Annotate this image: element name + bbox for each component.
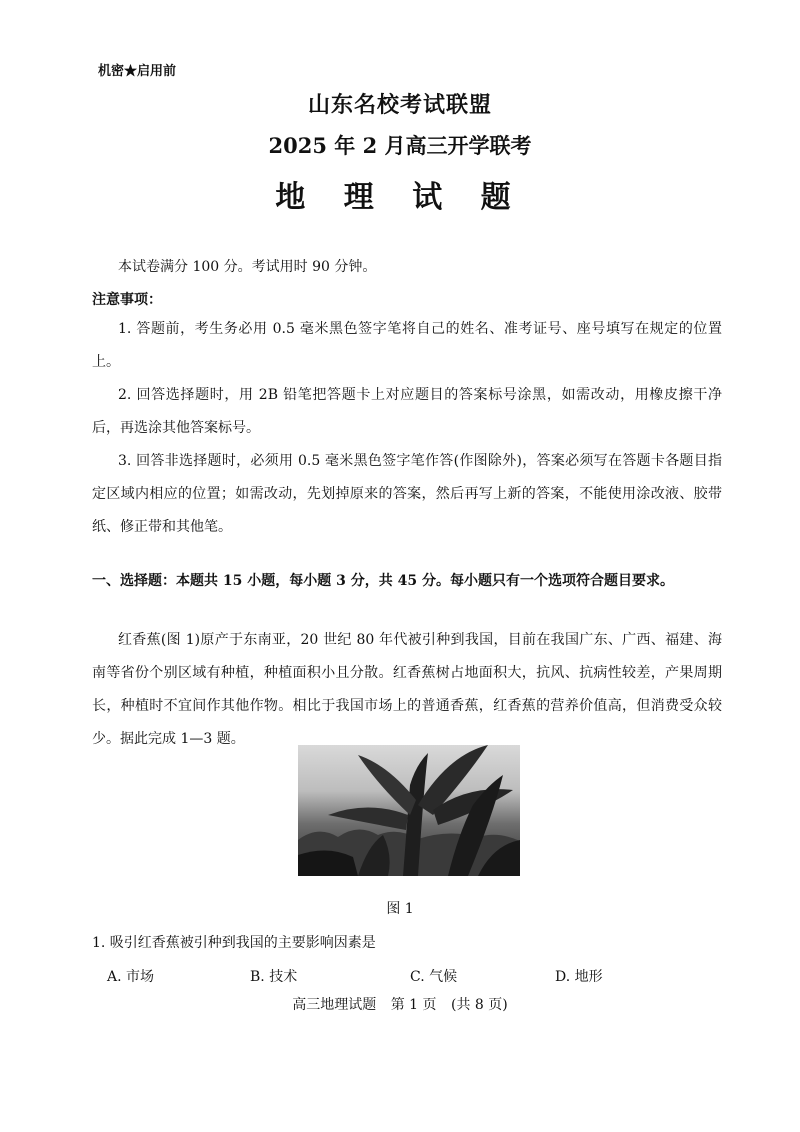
notice-item-1: 1. 答题前，考生务必用 0.5 毫米黑色签字笔将自己的姓名、准考证号、座号填写在规定的位置上。 <box>92 321 722 370</box>
alliance-title: 山东名校考试联盟 <box>307 92 492 118</box>
footer-total: (共 8 页) <box>450 997 508 1013</box>
option-d: D. 地形 <box>555 969 603 985</box>
option-a: A. 市场 <box>107 969 155 985</box>
notice-item-2: 2. 回答选择题时，用 2B 铅笔把答题卡上对应题目的答案标号涂黑，如需改动，用橡皮擦干净后，再选涂其他答案标号。 <box>92 387 722 436</box>
figure-caption: 图 1 <box>386 901 414 917</box>
footer-title: 高三地理试题 <box>292 997 377 1013</box>
exam-title: 2025 年 2 月高三开学联考 <box>268 133 532 158</box>
red-banana-photo <box>298 745 520 876</box>
page-footer <box>0 994 800 1014</box>
option-c: C. 气候 <box>410 969 458 985</box>
footer-page: 第 1 页 <box>390 997 437 1013</box>
notice-heading: 注意事项： <box>92 292 162 308</box>
subject-title: 地 理 试 题 <box>275 180 525 215</box>
option-b: B. 技术 <box>250 969 298 985</box>
question-1-stem: 1. 吸引红香蕉被引种到我国的主要影响因素是 <box>92 935 376 951</box>
passage-intro: 红香蕉(图 1)原产于东南亚，20 世纪 80 年代被引种到我国，目前在我国广东、广西、福建、海南等省份个别区域有种植，种植面积小且分散。红香蕉树占地面积大，抗风、抗病性较差，产果周期长，种植时不宜间作其他作物。相比于我国市场上的普通香蕉，红香蕉的营养价值高，但消费受众较少。据此完成 1—3 题。 <box>92 632 722 747</box>
confidential-mark: 机密★启用前 <box>98 64 177 79</box>
banana-plant-illustration <box>298 745 520 876</box>
exam-info: 本试卷满分 100 分。考试用时 90 分钟。 <box>118 259 377 275</box>
section-heading: 一、选择题：本题共 15 小题，每小题 3 分，共 45 分。每小题只有一个选项符合题目要求。 <box>92 573 674 589</box>
notice-item-3: 3. 回答非选择题时，必须用 0.5 毫米黑色签字笔作答(作图除外)，答案必须写在答题卡各题目指定区域内相应的位置；如需改动，先划掉原来的答案，然后再写上新的答案，不能使用涂改液、胶带纸、修正带和其他笔。 <box>92 453 722 535</box>
